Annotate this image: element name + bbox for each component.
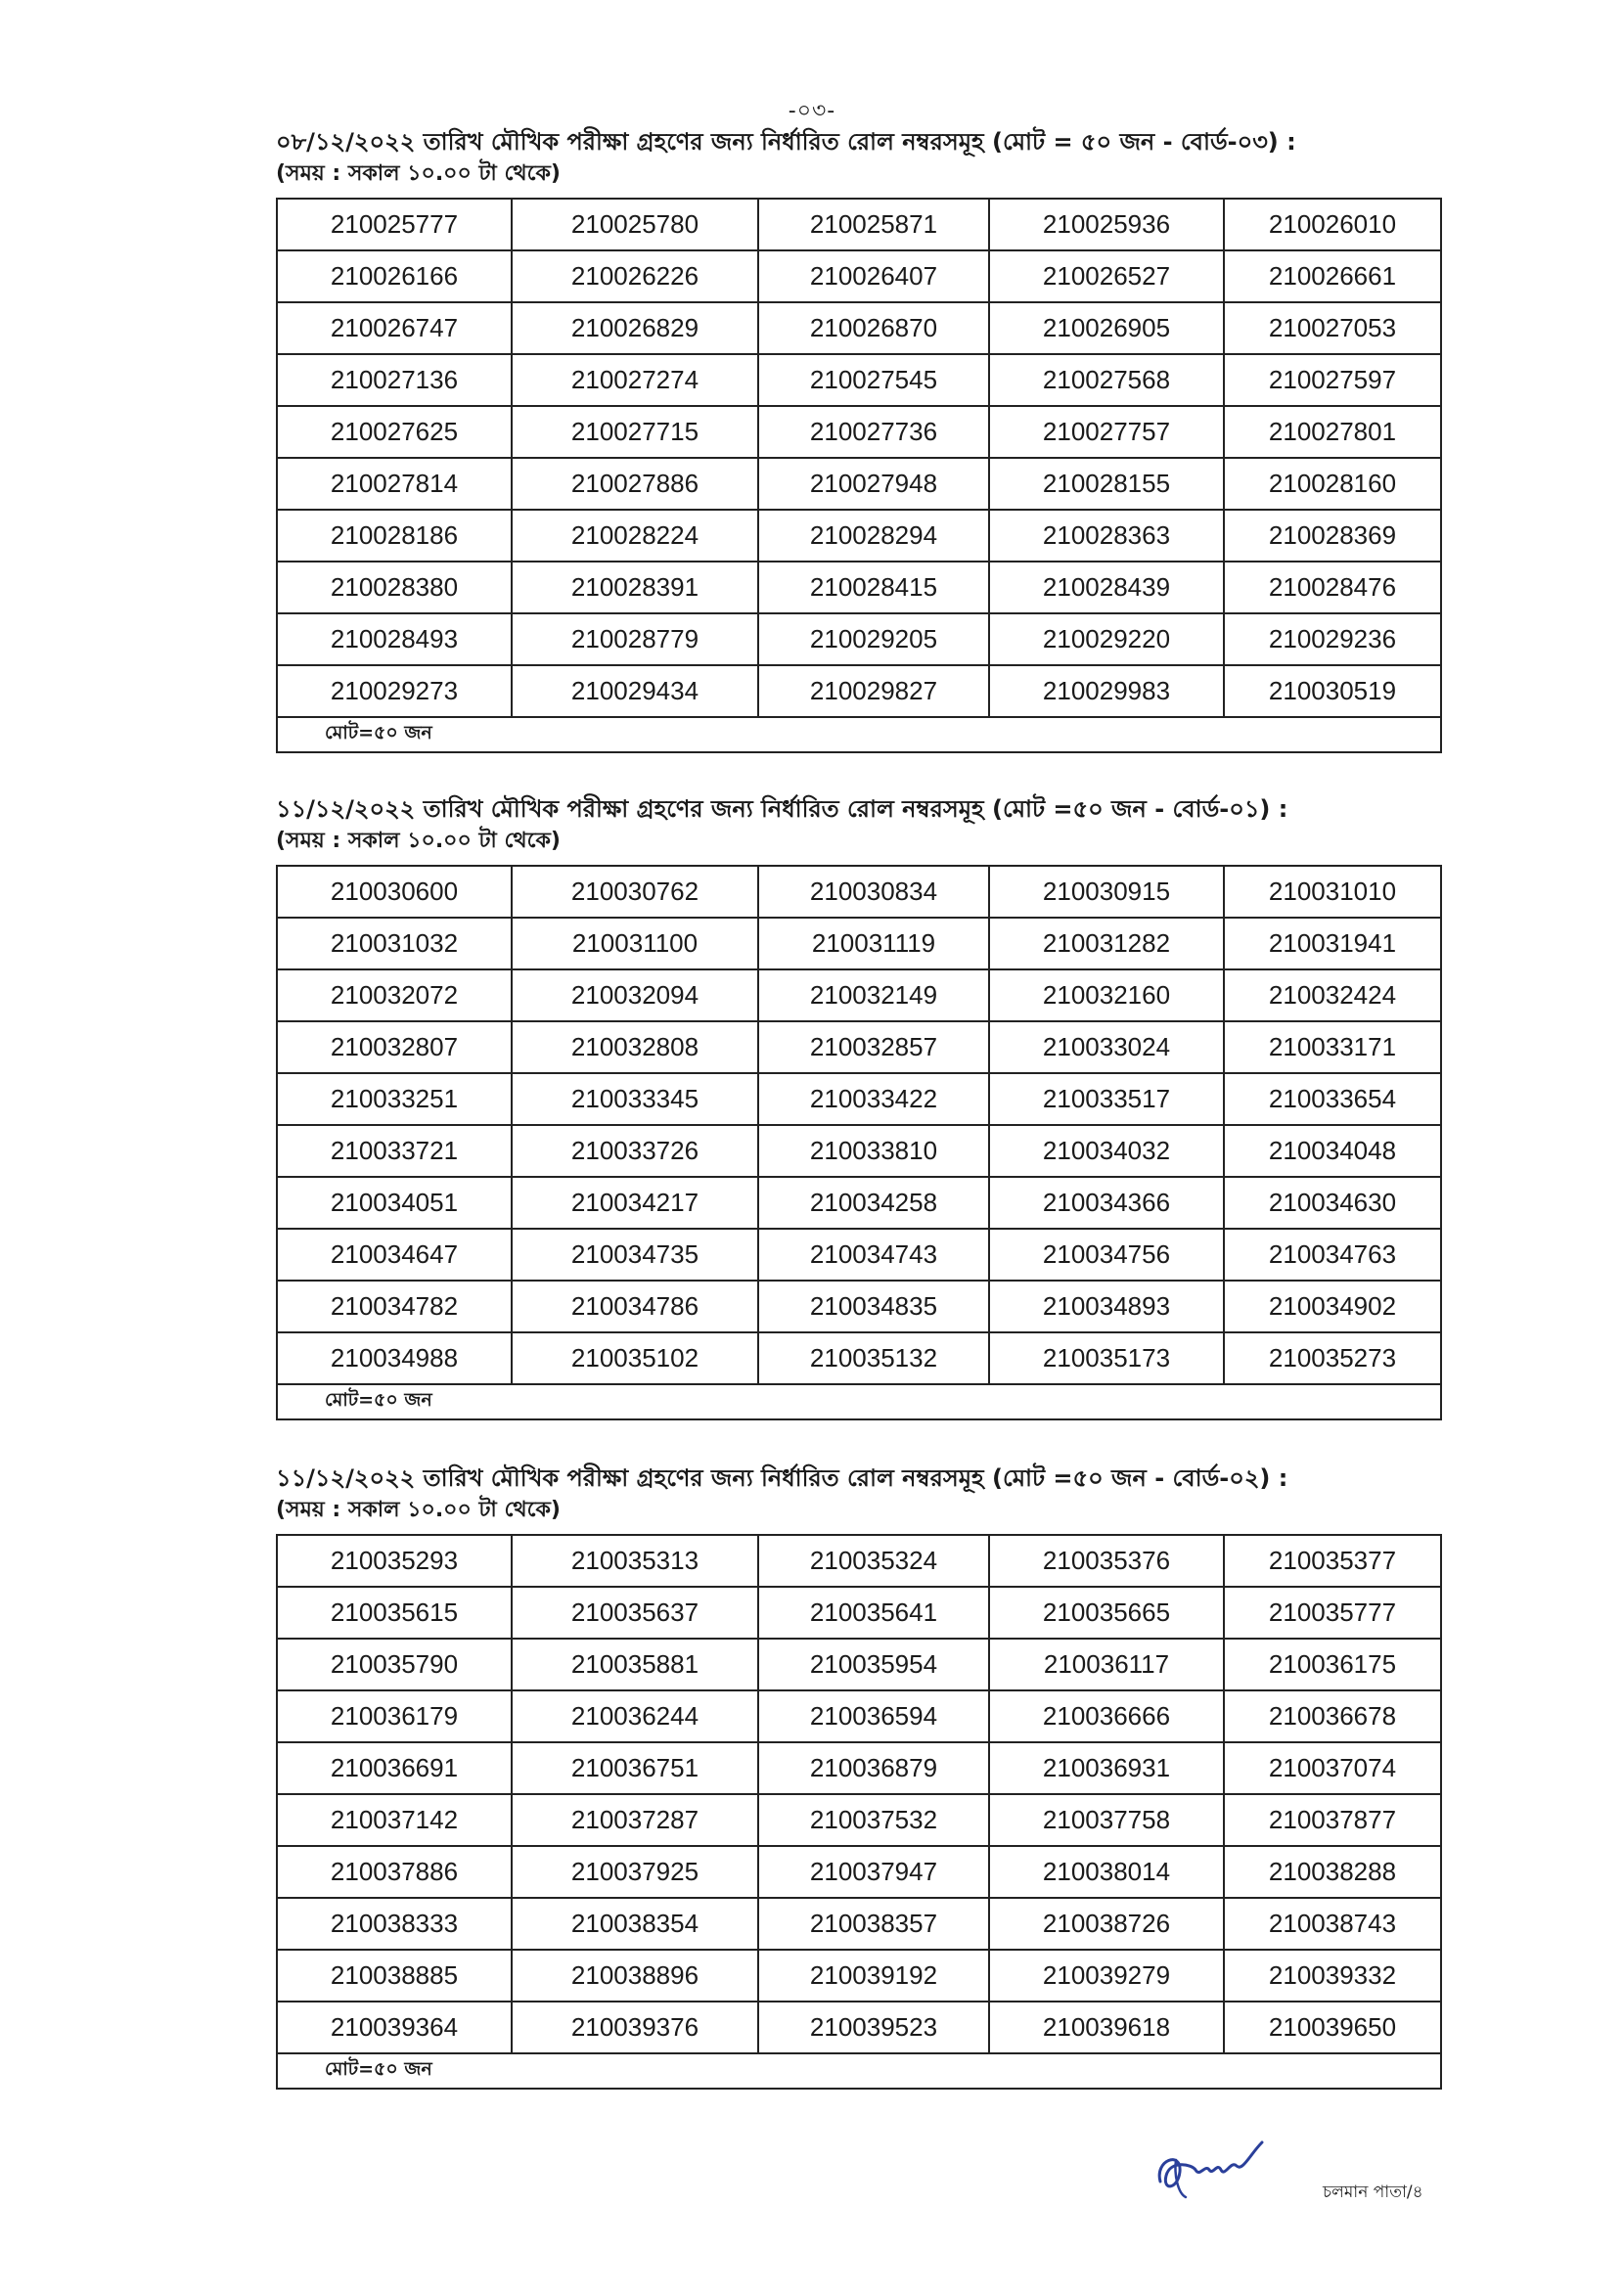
roll-number-cell: 210035790 (277, 1639, 512, 1690)
roll-number-cell: 210034051 (277, 1177, 512, 1229)
roll-number-cell: 210035777 (1224, 1587, 1441, 1639)
roll-number-cell: 210027948 (758, 458, 989, 510)
table-row (277, 458, 1441, 510)
table-row (277, 1229, 1441, 1281)
roll-number-cell: 210039650 (1224, 2002, 1441, 2053)
table-row (277, 1073, 1441, 1125)
roll-number-cell: 210036691 (277, 1742, 512, 1794)
roll-number-cell: 210027053 (1224, 302, 1441, 354)
roll-number-cell: 210038726 (989, 1898, 1224, 1950)
table-row (277, 250, 1441, 302)
roll-number-cell: 210026829 (512, 302, 758, 354)
roll-number-cell: 210035324 (758, 1535, 989, 1587)
roll-number-cell: 210037532 (758, 1794, 989, 1846)
roll-number-cell: 210028439 (989, 562, 1224, 613)
continued-page-label: চলমান পাতা/৪ (1323, 2182, 1423, 2202)
roll-number-cell: 210034786 (512, 1281, 758, 1332)
table-row (277, 969, 1441, 1021)
roll-number-cell: 210037877 (1224, 1794, 1441, 1846)
roll-number-cell: 210038288 (1224, 1846, 1441, 1898)
roll-number-cell: 210027545 (758, 354, 989, 406)
page-number: -০৩- (788, 99, 836, 123)
table-row (277, 1281, 1441, 1332)
roll-table (276, 198, 1442, 753)
roll-number-cell: 210038896 (512, 1950, 758, 2002)
roll-number-cell: 210034988 (277, 1332, 512, 1384)
roll-number-cell: 210030519 (1224, 665, 1441, 717)
roll-number-cell: 210033251 (277, 1073, 512, 1125)
table-row (277, 866, 1441, 918)
roll-number-cell: 210035881 (512, 1639, 758, 1690)
roll-number-cell: 210032808 (512, 1021, 758, 1073)
roll-number-cell: 210034258 (758, 1177, 989, 1229)
roll-number-cell: 210026747 (277, 302, 512, 354)
roll-number-cell: 210031119 (758, 918, 989, 969)
section-board-01 (276, 792, 1440, 1420)
roll-number-cell: 210027597 (1224, 354, 1441, 406)
signature-mark (1152, 2121, 1270, 2199)
roll-number-cell: 210028493 (277, 613, 512, 665)
roll-number-cell: 210034763 (1224, 1229, 1441, 1281)
roll-number-cell: 210034743 (758, 1229, 989, 1281)
roll-number-cell: 210039332 (1224, 1950, 1441, 2002)
roll-number-cell: 210036678 (1224, 1690, 1441, 1742)
roll-number-cell: 210028155 (989, 458, 1224, 510)
roll-number-cell: 210033721 (277, 1125, 512, 1177)
roll-number-cell: 210031100 (512, 918, 758, 969)
roll-number-cell: 210032424 (1224, 969, 1441, 1021)
roll-number-cell: 210034782 (277, 1281, 512, 1332)
roll-number-cell: 210039192 (758, 1950, 989, 2002)
roll-number-cell: 210038333 (277, 1898, 512, 1950)
roll-number-cell: 210028476 (1224, 562, 1441, 613)
roll-number-cell: 210025936 (989, 199, 1224, 250)
section-time: (সময় : সকাল ১০.০০ টা থেকে) (276, 161, 561, 186)
roll-number-cell: 210029205 (758, 613, 989, 665)
table-row (277, 1794, 1441, 1846)
total-row (277, 1384, 1441, 1419)
roll-number-cell: 210039376 (512, 2002, 758, 2053)
roll-number-cell: 210036594 (758, 1690, 989, 1742)
roll-number-cell: 210026010 (1224, 199, 1441, 250)
table-row (277, 665, 1441, 717)
roll-number-cell: 210038357 (758, 1898, 989, 1950)
roll-number-cell: 210035615 (277, 1587, 512, 1639)
section-board-02 (276, 1462, 1440, 2090)
roll-number-cell: 210031032 (277, 918, 512, 969)
roll-number-cell: 210027274 (512, 354, 758, 406)
roll-number-cell: 210028391 (512, 562, 758, 613)
roll-number-cell: 210034735 (512, 1229, 758, 1281)
roll-number-cell: 210027886 (512, 458, 758, 510)
roll-number-cell: 210035377 (1224, 1535, 1441, 1587)
roll-number-cell: 210025780 (512, 199, 758, 250)
roll-number-cell: 210030834 (758, 866, 989, 918)
roll-number-cell: 210035665 (989, 1587, 1224, 1639)
table-row (277, 1125, 1441, 1177)
roll-number-cell: 210038354 (512, 1898, 758, 1950)
roll-number-cell: 210028369 (1224, 510, 1441, 562)
roll-number-cell: 210037287 (512, 1794, 758, 1846)
table-row (277, 1846, 1441, 1898)
table-row (277, 918, 1441, 969)
roll-number-cell: 210034893 (989, 1281, 1224, 1332)
roll-number-cell: 210031282 (989, 918, 1224, 969)
roll-number-cell: 210026527 (989, 250, 1224, 302)
roll-number-cell: 210038743 (1224, 1898, 1441, 1950)
roll-number-cell: 210029827 (758, 665, 989, 717)
table-row (277, 1950, 1441, 2002)
table-row (277, 1535, 1441, 1587)
roll-number-cell: 210035102 (512, 1332, 758, 1384)
roll-number-cell: 210026905 (989, 302, 1224, 354)
roll-number-cell: 210034902 (1224, 1281, 1441, 1332)
roll-number-cell: 210032149 (758, 969, 989, 1021)
roll-number-cell: 210035132 (758, 1332, 989, 1384)
roll-number-cell: 210034647 (277, 1229, 512, 1281)
table-row (277, 1587, 1441, 1639)
roll-number-cell: 210033345 (512, 1073, 758, 1125)
roll-number-cell: 210033726 (512, 1125, 758, 1177)
roll-number-cell: 210035313 (512, 1535, 758, 1587)
roll-number-cell: 210035173 (989, 1332, 1224, 1384)
table-row (277, 2002, 1441, 2053)
section-time: (সময় : সকাল ১০.০০ টা থেকে) (276, 1498, 561, 1522)
roll-number-cell: 210031941 (1224, 918, 1441, 969)
roll-number-cell: 210034217 (512, 1177, 758, 1229)
total-row (277, 717, 1441, 752)
table-row (277, 199, 1441, 250)
roll-number-cell: 210034630 (1224, 1177, 1441, 1229)
table-row (277, 1690, 1441, 1742)
roll-number-cell: 210034835 (758, 1281, 989, 1332)
roll-number-cell: 210029236 (1224, 613, 1441, 665)
roll-number-cell: 210038014 (989, 1846, 1224, 1898)
roll-number-cell: 210028779 (512, 613, 758, 665)
roll-number-cell: 210027715 (512, 406, 758, 458)
roll-number-cell: 210027736 (758, 406, 989, 458)
roll-number-cell: 210037758 (989, 1794, 1224, 1846)
roll-number-cell: 210033422 (758, 1073, 989, 1125)
roll-number-cell: 210036666 (989, 1690, 1224, 1742)
roll-number-cell: 210032857 (758, 1021, 989, 1073)
roll-number-cell: 210036751 (512, 1742, 758, 1794)
total-row (277, 2053, 1441, 2089)
roll-number-cell: 210037925 (512, 1846, 758, 1898)
roll-number-cell: 210033024 (989, 1021, 1224, 1073)
roll-number-cell: 210026407 (758, 250, 989, 302)
total-label: মোট=৫০ জন (277, 717, 1441, 752)
roll-number-cell: 210032094 (512, 969, 758, 1021)
roll-number-cell: 210036179 (277, 1690, 512, 1742)
roll-number-cell: 210039364 (277, 2002, 512, 2053)
roll-number-cell: 210031010 (1224, 866, 1441, 918)
roll-number-cell: 210028415 (758, 562, 989, 613)
roll-number-cell: 210039523 (758, 2002, 989, 2053)
roll-number-cell: 210028380 (277, 562, 512, 613)
roll-number-cell: 210033517 (989, 1073, 1224, 1125)
roll-number-cell: 210034366 (989, 1177, 1224, 1229)
roll-number-cell: 210035376 (989, 1535, 1224, 1587)
table-row (277, 510, 1441, 562)
roll-number-cell: 210037947 (758, 1846, 989, 1898)
section-board-03 (276, 125, 1440, 753)
roll-number-cell: 210033654 (1224, 1073, 1441, 1125)
roll-number-cell: 210034032 (989, 1125, 1224, 1177)
roll-number-cell: 210030762 (512, 866, 758, 918)
roll-number-cell: 210034048 (1224, 1125, 1441, 1177)
roll-number-cell: 210025871 (758, 199, 989, 250)
roll-number-cell: 210030600 (277, 866, 512, 918)
table-row (277, 406, 1441, 458)
roll-number-cell: 210036117 (989, 1639, 1224, 1690)
roll-number-cell: 210026870 (758, 302, 989, 354)
section-heading: ১১/১২/২০২২ তারিখ মৌখিক পরীক্ষা গ্রহণের জন্য নির্ধারিত রোল নম্বরসমূহ (মোট =৫০ জন - বোর্ড-০২) : (276, 1464, 1288, 1492)
roll-number-cell: 210028294 (758, 510, 989, 562)
table-row (277, 1332, 1441, 1384)
roll-number-cell: 210039618 (989, 2002, 1224, 2053)
roll-number-cell: 210033810 (758, 1125, 989, 1177)
roll-number-cell: 210030915 (989, 866, 1224, 918)
roll-number-cell: 210027801 (1224, 406, 1441, 458)
roll-number-cell: 210034756 (989, 1229, 1224, 1281)
roll-number-cell: 210037142 (277, 1794, 512, 1846)
total-label: মোট=৫০ জন (277, 1384, 1441, 1419)
section-heading: ১১/১২/২০২২ তারিখ মৌখিক পরীক্ষা গ্রহণের জন্য নির্ধারিত রোল নম্বরসমূহ (মোট =৫০ জন - বোর্ড-০১) : (276, 795, 1288, 823)
roll-number-cell: 210027136 (277, 354, 512, 406)
roll-number-cell: 210029220 (989, 613, 1224, 665)
roll-number-cell: 210032160 (989, 969, 1224, 1021)
roll-number-cell: 210036931 (989, 1742, 1224, 1794)
table-row (277, 302, 1441, 354)
table-row (277, 613, 1441, 665)
roll-number-cell: 210036175 (1224, 1639, 1441, 1690)
roll-number-cell: 210033171 (1224, 1021, 1441, 1073)
roll-number-cell: 210036879 (758, 1742, 989, 1794)
roll-number-cell: 210026661 (1224, 250, 1441, 302)
roll-number-cell: 210027625 (277, 406, 512, 458)
table-row (277, 1021, 1441, 1073)
roll-number-cell: 210038885 (277, 1950, 512, 2002)
roll-number-cell: 210027757 (989, 406, 1224, 458)
roll-number-cell: 210027814 (277, 458, 512, 510)
roll-number-cell: 210036244 (512, 1690, 758, 1742)
roll-number-cell: 210029983 (989, 665, 1224, 717)
roll-number-cell: 210028186 (277, 510, 512, 562)
section-heading: ০৮/১২/২০২২ তারিখ মৌখিক পরীক্ষা গ্রহণের জন্য নির্ধারিত রোল নম্বরসমূহ (মোট = ৫০ জন - বোর্ড-০৩) : (276, 128, 1296, 156)
total-label: মোট=৫০ জন (277, 2053, 1441, 2089)
roll-number-cell: 210035637 (512, 1587, 758, 1639)
table-row (277, 562, 1441, 613)
table-row (277, 1742, 1441, 1794)
roll-number-cell: 210035954 (758, 1639, 989, 1690)
roll-number-cell: 210028160 (1224, 458, 1441, 510)
roll-number-cell: 210039279 (989, 1950, 1224, 2002)
roll-number-cell: 210026166 (277, 250, 512, 302)
roll-number-cell: 210029273 (277, 665, 512, 717)
section-time: (সময় : সকাল ১০.০০ টা থেকে) (276, 829, 561, 853)
table-row (277, 1898, 1441, 1950)
roll-number-cell: 210035273 (1224, 1332, 1441, 1384)
roll-number-cell: 210032807 (277, 1021, 512, 1073)
roll-number-cell: 210035293 (277, 1535, 512, 1587)
roll-table (276, 865, 1442, 1420)
roll-number-cell: 210037886 (277, 1846, 512, 1898)
table-row (277, 354, 1441, 406)
roll-table (276, 1534, 1442, 2090)
roll-number-cell: 210028363 (989, 510, 1224, 562)
roll-number-cell: 210035641 (758, 1587, 989, 1639)
roll-number-cell: 210032072 (277, 969, 512, 1021)
roll-number-cell: 210025777 (277, 199, 512, 250)
roll-number-cell: 210026226 (512, 250, 758, 302)
roll-number-cell: 210037074 (1224, 1742, 1441, 1794)
roll-number-cell: 210029434 (512, 665, 758, 717)
table-row (277, 1639, 1441, 1690)
roll-number-cell: 210027568 (989, 354, 1224, 406)
roll-number-cell: 210028224 (512, 510, 758, 562)
table-row (277, 1177, 1441, 1229)
